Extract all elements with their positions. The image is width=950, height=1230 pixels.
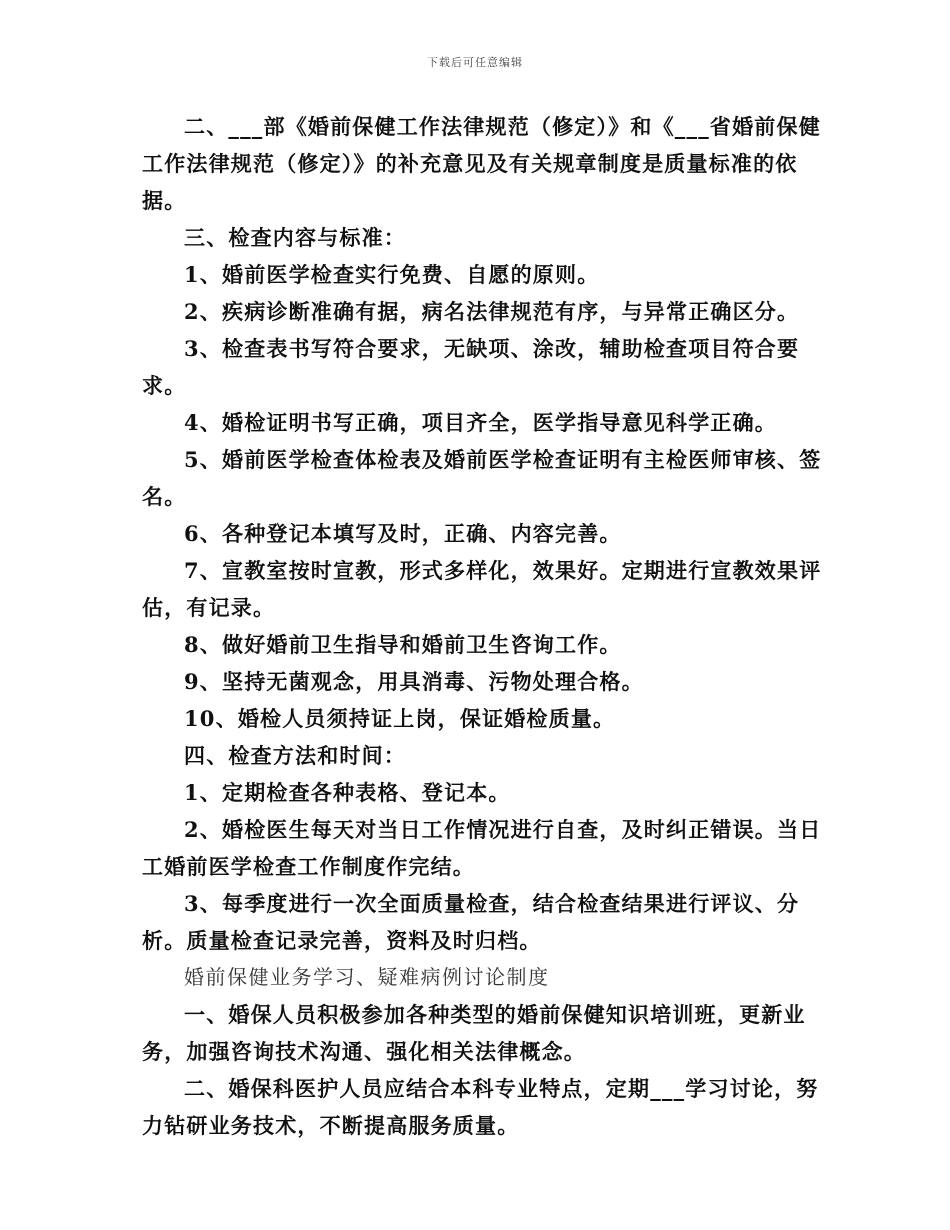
list-item: 二、婚保科医护人员应结合本科专业特点，定期___学习讨论，努力钻研业务技术，不断提高服务质量。 [142,1076,819,1138]
list-item: 9、坚持无菌观念，用具消毒、污物处理合格。 [184,669,644,694]
section-title-study-system: 婚前保健业务学习、疑难病例讨论制度 [184,965,550,989]
document-body [142,108,822,1144]
list-item: 5、婚前医学检查体检表及婚前医学检查证明有主检医师审核、签名。 [142,447,822,509]
list-item: 3、每季度进行一次全面质量检查，结合检查结果进行评议、分析。质量检查记录完善，资料及时归档。 [142,891,800,953]
header-note: 下载后可任意编辑 [427,56,523,69]
section-heading-methods-time: 四、检查方法和时间： [184,743,406,768]
list-item: 6、各种登记本填写及时，正确、内容完善。 [184,521,622,546]
list-item: 10、婚检人员须持证上岗，保证婚检质量。 [184,706,616,731]
list-item: 4、婚检证明书写正确，项目齐全，医学指导意见科学正确。 [184,410,778,435]
list-item: 3、检查表书写符合要求，无缺项、涂改，辅助检查项目符合要求。 [142,336,800,398]
list-item: 7、宣教室按时宣教，形式多样化，效果好。定期进行宣教效果评估，有记录。 [142,558,822,620]
list-item: 2、婚检医生每天对当日工作情况进行自查，及时纠正错误。当日工婚前医学检查工作制度作完结。 [142,817,822,879]
section-heading-inspection-content: 三、检查内容与标准： [184,225,406,250]
list-item: 1、婚前医学检查实行免费、自愿的原则。 [184,262,600,287]
list-item: 2、疾病诊断准确有据，病名法律规范有序，与异常正确区分。 [184,299,800,324]
list-item: 8、做好婚前卫生指导和婚前卫生咨询工作。 [184,632,622,657]
list-item: 一、婚保人员积极参加各种类型的婚前保健知识培训班，更新业务，加强咨询技术沟通、强化相关法律概念。 [142,1002,806,1064]
list-item: 1、定期检查各种表格、登记本。 [184,780,511,805]
paragraph-legal-basis: 二、___部《婚前保健工作法律规范（修定）》和《___省婚前保健工作法律规范（修定）》的补充意见及有关规章制度是质量标准的依据。 [142,114,821,213]
